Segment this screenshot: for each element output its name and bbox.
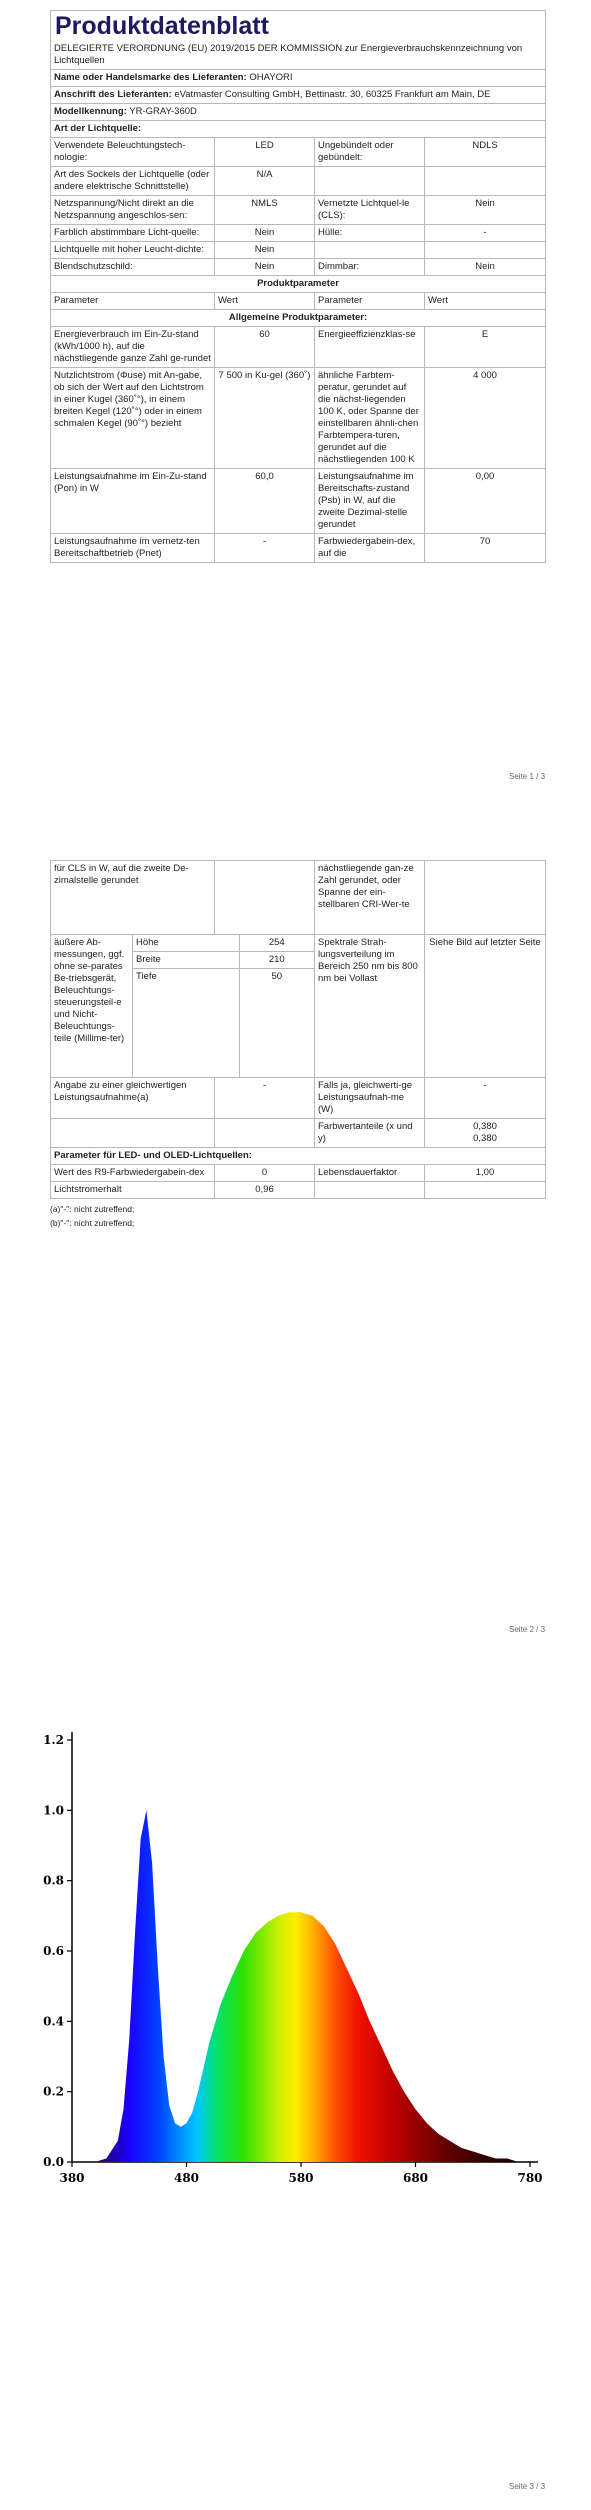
params-heading: Produktparameter (51, 276, 546, 293)
param-label: Leistungsaufnahme im Ein-Zu-stand (Pon) in W (51, 469, 215, 534)
ls-value-2: NDLS (425, 138, 546, 167)
ls-label: Art des Sockels der Lichtquelle (oder andere elektrische Schnittstelle) (51, 167, 215, 196)
dim-depth-value: 50 (239, 969, 314, 986)
ls-label: Farblich abstimmbare Licht-quelle: (51, 225, 215, 242)
equiv2-value: - (425, 1078, 546, 1119)
param-value-2: 0,00 (425, 469, 546, 534)
ls-value: Nein (215, 259, 315, 276)
col-param-2: Parameter (315, 293, 425, 310)
params-header-row (51, 293, 546, 310)
y-tick-label: 1.2 (43, 1733, 64, 1747)
dimensions-label: äußere Ab-messungen, ggf. ohne se-parates Be-triebsgerät, Beleuchtungs-steuerungsteil-e und Nicht-Beleuchtungs-teile (Millime-ter) (51, 935, 133, 1077)
ls-value-2: - (425, 225, 546, 242)
ls-label: Lichtquelle mit hoher Leucht-dichte: (51, 242, 215, 259)
r9-value: 0 (215, 1165, 315, 1182)
y-tick-label: 0.8 (43, 1873, 64, 1888)
equiv-value: - (215, 1078, 315, 1119)
y-tick-label: 0.0 (43, 2155, 64, 2169)
address-value: eVatmaster Consulting GmbH, Bettinastr. 30, 60325 Frankfurt am Main, DE (174, 89, 491, 100)
ls-label-2: Vernetzte Lichtquel-le (CLS): (315, 196, 425, 225)
x-tick-label: 780 (517, 2171, 543, 2185)
param-row (51, 368, 546, 469)
param-value: 60 (215, 327, 315, 368)
x-tick-label: 580 (288, 2171, 314, 2185)
y-tick-label: 0.2 (43, 2084, 64, 2099)
footnote-a: (a)"-": nicht zutreffend; (50, 1204, 135, 1214)
datasheet-table-2 (50, 860, 546, 1199)
ls-value: Nein (215, 225, 315, 242)
flux-label: Lichtstromerhalt (51, 1182, 215, 1199)
spectral-label: Spektrale Strah-lungsverteilung im Bereich 250 nm bis 800 nm bei Vollast (315, 935, 425, 1078)
light-type-heading: Art der Lichtquelle: (51, 121, 546, 138)
page-title: Produktdatenblatt (55, 12, 269, 40)
ls-value-2: Nein (425, 259, 546, 276)
lightsource-row (51, 196, 546, 225)
ls-value-2 (425, 242, 546, 259)
lightsource-row (51, 259, 546, 276)
page-1 (50, 10, 545, 563)
dim-width-value: 210 (239, 952, 314, 969)
param-value: - (215, 534, 315, 563)
ls-value-2: Nein (425, 196, 546, 225)
model-row (51, 104, 546, 121)
param-label-2: ähnliche Farbtem-peratur, gerundet auf die nächst-liegenden 100 K, oder Spanne der einstellbaren ähnli-chen Farbtempera-turen, gerundet auf die nächstliegenden 100 K (315, 368, 425, 469)
lightsource-row (51, 225, 546, 242)
page-2 (50, 860, 545, 1230)
footnote-b: (b)"-": nicht zutreffend; (50, 1218, 135, 1228)
page-number-1: Seite 1 / 3 (509, 772, 546, 781)
spectral-value: Siehe Bild auf letzter Seite (425, 935, 546, 1078)
ls-label: Netzspannung/Nicht direkt an die Netzspannung angeschlos-sen: (51, 196, 215, 225)
brand-row (51, 70, 546, 87)
address-row (51, 87, 546, 104)
lifetime-value: 1,00 (425, 1165, 546, 1182)
param-value-2: E (425, 327, 546, 368)
general-params-heading: Allgemeine Produktparameter: (51, 310, 546, 327)
y-tick-label: 1.0 (43, 1803, 64, 1818)
brand-value: OHAYORI (249, 72, 293, 83)
chroma-label: Farbwertanteile (x und y) (315, 1119, 425, 1148)
col-param-1: Parameter (51, 293, 215, 310)
param-label-2: Farbwiedergabein-dex, auf die (315, 534, 425, 563)
lightsource-row (51, 167, 546, 196)
page-3 (40, 1720, 560, 2240)
model-label: Modellkennung: (54, 106, 127, 117)
param-label-2: Energieeffizienzklas-se (315, 327, 425, 368)
regulation-text: DELEGIERTE VERORDNUNG (EU) 2019/2015 DER KOMMISSION zur Energieverbrauchskennzeichnung von Lichtquellen (51, 41, 546, 70)
x-tick-label: 480 (173, 2171, 200, 2185)
datasheet-table-1 (50, 10, 546, 563)
y-tick-label: 0.6 (43, 1944, 64, 1958)
led-params-heading: Parameter für LED- und OLED-Lichtquellen: (51, 1148, 546, 1165)
dim-height-value: 254 (239, 935, 314, 952)
dim-depth-label: Tiefe (133, 969, 240, 986)
ls-label-2: Hülle: (315, 225, 425, 242)
param-label-2: Leistungsaufnahme im Bereitschafts-zustand (Psb) in W, auf die zweite Dezimal-stelle gerundet (315, 469, 425, 534)
param-row (51, 469, 546, 534)
ls-label: Verwendete Beleuchtungstech-nologie: (51, 138, 215, 167)
ls-label: Blendschutzschild: (51, 259, 215, 276)
spectrum-area (72, 1810, 530, 2162)
param-row (51, 534, 546, 563)
equiv2-label: Falls ja, gleichwerti-ge Leistungsaufnah-me (W) (315, 1078, 425, 1119)
flux-value: 0,96 (215, 1182, 315, 1199)
ls-label-2: Ungebündelt oder gebündelt: (315, 138, 425, 167)
ls-value: NMLS (215, 196, 315, 225)
footnotes (50, 1202, 545, 1230)
ls-value: Nein (215, 242, 315, 259)
ls-value: LED (215, 138, 315, 167)
param-value-2: 4 000 (425, 368, 546, 469)
lightsource-row (51, 242, 546, 259)
dim-height-label: Höhe (133, 935, 240, 952)
chroma-values (425, 1119, 546, 1148)
lightsource-rows (51, 138, 546, 276)
chroma-x: 0,380 (473, 1121, 497, 1132)
ls-label-2 (315, 242, 425, 259)
model-value: YR-GRAY-360D (129, 106, 197, 117)
ls-value: N/A (215, 167, 315, 196)
param-label: Energieverbrauch im Ein-Zu-stand (kWh/1000 h), auf die nächstliegende ganze Zahl ge-rundet (51, 327, 215, 368)
brand-label: Name oder Handelsmarke des Lieferanten: (54, 72, 247, 83)
col-value-2: Wert (425, 293, 546, 310)
param-value: 60,0 (215, 469, 315, 534)
chroma-y: 0,380 (473, 1133, 497, 1144)
x-tick-label: 680 (402, 2171, 429, 2185)
lifetime-label: Lebensdauerfaktor (315, 1165, 425, 1182)
address-label: Anschrift des Lieferanten: (54, 89, 172, 100)
ls-value-2 (425, 167, 546, 196)
spectrum-chart (40, 1720, 560, 2220)
param-label: Nutzlichtstrom (Φuse) mit An-gabe, ob sich der Wert auf den Lichtstrom in einer Kugel (360˚°), in einem breiten Kegel (120˚°) oder in einem schmalen Kegel (90˚°) bezieht (51, 368, 215, 469)
x-tick-label: 380 (59, 2171, 85, 2185)
cont-label-1: für CLS in W, auf die zweite De-zimalstelle gerundet (51, 861, 215, 935)
cont-label-2: nächstliegende gan-ze Zahl gerundet, oder Spanne der ein-stellbaren CRI-Wer-te (315, 861, 425, 935)
equiv-label: Angabe zu einer gleichwertigen Leistungsaufnahme(a) (51, 1078, 215, 1119)
dim-width-label: Breite (133, 952, 240, 969)
ls-label-2: Dimmbar: (315, 259, 425, 276)
param-row (51, 327, 546, 368)
page-number-2: Seite 2 / 3 (509, 1625, 546, 1634)
y-tick-label: 0.4 (43, 2014, 64, 2029)
ls-label-2 (315, 167, 425, 196)
r9-label: Wert des R9-Farbwiedergabein-dex (51, 1165, 215, 1182)
page-number-3: Seite 3 / 3 (509, 2482, 546, 2491)
param-value-2: 70 (425, 534, 546, 563)
lightsource-row (51, 138, 546, 167)
param-value: 7 500 in Ku-gel (360˚) (215, 368, 315, 469)
param-rows (51, 327, 546, 563)
param-label: Leistungsaufnahme im vernetz-ten Bereitschaftbetrieb (Pnet) (51, 534, 215, 563)
col-value-1: Wert (215, 293, 315, 310)
